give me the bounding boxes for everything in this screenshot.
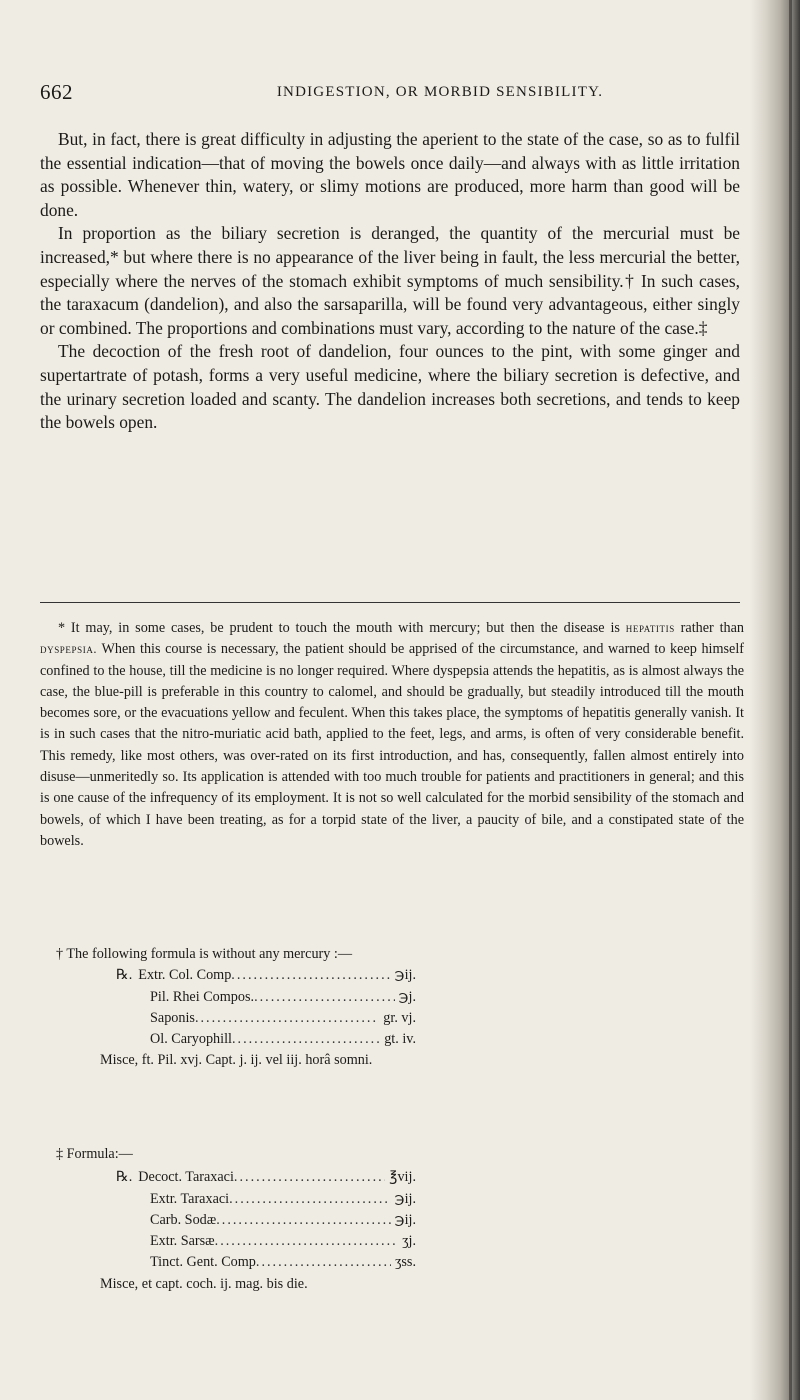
ingredient-name: Saponis	[150, 1009, 195, 1026]
footnote-star-text	[40, 618, 744, 852]
footnote-star	[40, 618, 744, 852]
ingredient-name: Tinct. Gent. Comp	[150, 1254, 256, 1271]
formula-item	[116, 1167, 416, 1188]
formula-item	[116, 1252, 416, 1273]
formula-item	[116, 987, 416, 1008]
footnote-divider	[40, 602, 740, 603]
formula-ddagger-directions: Misce, et capt. coch. ij. mag. bis die.	[100, 1275, 308, 1292]
footnote-star-mid: rather than	[680, 620, 745, 636]
formula-item	[116, 965, 416, 986]
ingredient-quantity: ℥vij.	[389, 1169, 416, 1186]
recipe-symbol: ℞.	[116, 1169, 133, 1186]
ingredient-quantity: gt. iv.	[384, 1031, 416, 1048]
formula-item	[116, 1210, 416, 1231]
footnote-star-lead: * It may, in some cases, be prudent to touch the mouth with mercury; but then the disease is	[58, 620, 620, 636]
paragraph-biliary: In proportion as the biliary secretion is deranged, the quantity of the mercurial must be increased,* but where there is no appearance of the liver being in fault, the less mercurial the better, especially where the nerves of the stomach exhibit symptoms of much sensibility.† In such cases, the taraxacum (dandelion), and also the sarsaparilla, will be found very advantageous, either singly or combined. The proportions and combinations must vary, according to the nature of the case.‡	[40, 223, 740, 338]
footnote-ddagger-formula	[56, 1144, 756, 1295]
ingredient-name: Extr. Sarsæ	[150, 1233, 215, 1250]
ingredient-name: Ol. Caryophill	[150, 1031, 232, 1048]
formula-item	[116, 1029, 416, 1050]
ingredient-quantity: ℈ij.	[394, 967, 416, 984]
small-caps-hepatitis: hepatitis	[625, 621, 675, 635]
formula-dagger-list	[116, 965, 756, 1050]
formula-ddagger-intro: ‡ Formula:—	[56, 1146, 133, 1162]
page-number: 662	[40, 80, 73, 104]
formula-item	[116, 1231, 416, 1252]
page-gutter-shadow	[750, 0, 800, 1400]
paragraph-dandelion: The decoction of the fresh root of dandelion, four ounces to the pint, with some ginger and supertartrate of potash, forms a very useful medicine, where the biliary secretion is defective, and the urinary secretion loaded and scanty. The dandelion increases both secretions, and tends to keep the bowels open.	[40, 341, 740, 433]
ingredient-quantity: ʒss.	[395, 1254, 416, 1271]
formula-item	[116, 1189, 416, 1210]
footnote-star-rest: When this course is necessary, the patient should be apprised of the circumstance, and warned to keep himself confined to the house, till the medicine is no longer required. Where dyspepsia attends the hepatitis, as is almost always the case, the blue-pill is preferable in this country to calomel, and should be gradually, but steadily introduced till the mouth becomes sore, or the evacuations yellow and feculent. When this takes place, the symptoms of hepatitis generally vanish. It is in such cases that the nitro-muriatic acid bath, applied to the feet, legs, and arms, is often of very considerable benefit. This remedy, like most others, was over-rated on its first introduction, and has, consequently, fallen almost entirely into disuse—unmeritedly so. Its application is attended with too much trouble for patients and practitioners in general; and this is one cause of the infrequency of its employment. It is not so well calculated for the morbid sensibility of the stomach and bowels, of which I have been treating, as for a torpid state of the liver, a paucity of bile, and a constipated state of the bowels.	[40, 641, 745, 849]
running-head	[40, 80, 740, 110]
ingredient-quantity: ℈j.	[398, 988, 416, 1005]
formula-dagger-directions: Misce, ft. Pil. xvj. Capt. j. ij. vel iij. horâ somni.	[100, 1052, 373, 1069]
formula-item	[116, 1008, 416, 1029]
ingredient-quantity: gr. vj.	[383, 1009, 416, 1026]
formula-dagger-intro: † The following formula is without any mercury :—	[56, 946, 353, 962]
small-caps-dyspepsia: dyspepsia.	[40, 642, 98, 657]
ingredient-name: Decoct. Taraxaci	[138, 1169, 234, 1186]
ingredient-name: Carb. Sodæ	[150, 1211, 217, 1228]
ingredient-quantity: ℈ij.	[394, 1211, 416, 1228]
ingredient-quantity: ʒj.	[402, 1233, 416, 1250]
ingredient-quantity: ℈ij.	[394, 1190, 416, 1207]
ingredient-name: Extr. Col. Comp	[138, 967, 232, 984]
ingredient-name: Pil. Rhei Compos.	[150, 988, 255, 1005]
ingredient-name: Extr. Taraxaci	[150, 1190, 230, 1207]
running-title: INDIGESTION, OR MORBID SENSIBILITY.	[276, 84, 604, 100]
paragraph-aperient: But, in fact, there is great difficulty in adjusting the aperient to the state of the case, so as to fulfil the essential indication—that of moving the bowels once daily—and always with as little irritation as possible. Whenever thin, watery, or slimy motions are produced, more harm than good will be done.	[40, 129, 740, 220]
main-text	[40, 128, 740, 435]
page-edge-line	[789, 0, 792, 1400]
footnote-dagger-formula	[56, 944, 756, 1072]
formula-ddagger-list	[116, 1167, 756, 1273]
recipe-symbol: ℞.	[116, 967, 133, 984]
